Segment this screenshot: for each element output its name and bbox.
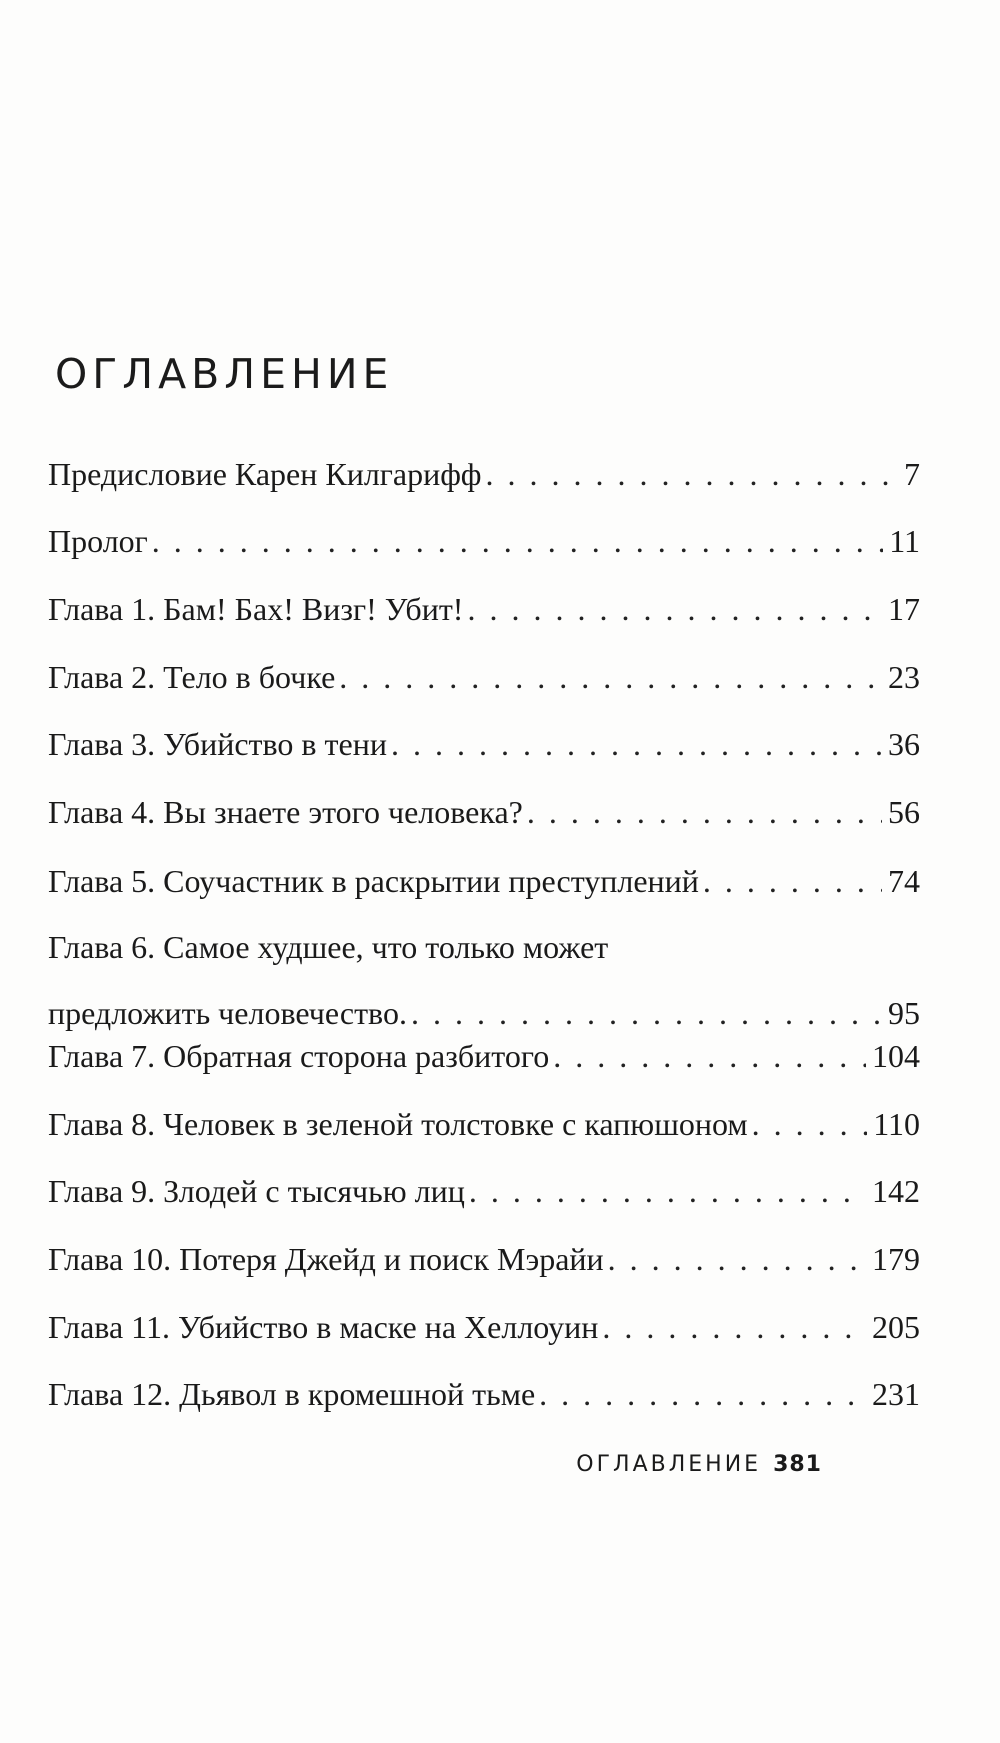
toc-entry-chapter-5: [48, 861, 920, 901]
toc-entry-title: предложить человечество.: [48, 995, 407, 1031]
toc-entry-prologue: [48, 521, 920, 561]
toc-entry-title: Глава 2. Тело в бочке: [48, 659, 336, 695]
toc-entry-title: Глава 3. Убийство в тени: [48, 726, 387, 762]
toc-entry-title: Глава 11. Убийство в маске на Хеллоуин: [48, 1309, 599, 1345]
toc-entry-page: 23: [888, 659, 920, 695]
dot-leader: [152, 521, 883, 561]
toc-entry-page: 36: [888, 726, 920, 762]
toc-entry-chapter-11: [48, 1307, 920, 1347]
dot-leader: [411, 993, 882, 1033]
dot-leader: [553, 1036, 866, 1076]
toc-entry-page: 95: [888, 995, 920, 1031]
toc-entry-title: Глава 4. Вы знаете этого человека?: [48, 794, 523, 830]
toc-entry-chapter-3: [48, 724, 920, 764]
toc-entry-page: 11: [889, 523, 920, 559]
toc-entry-chapter-9: [48, 1171, 920, 1211]
toc-entry-page: 104: [872, 1038, 920, 1074]
toc-entry-chapter-7: [48, 1036, 920, 1076]
toc-entry-page: 231: [872, 1376, 920, 1412]
toc-entry-page: 142: [872, 1173, 920, 1209]
footer-section-title: ОГЛАВЛЕНИЕ: [576, 1452, 762, 1477]
toc-entry-title: Предисловие Карен Килгарифф: [48, 456, 482, 492]
dot-leader: [703, 861, 882, 901]
toc-entry-title-line1: Глава 6. Самое худшее, что только может: [48, 929, 609, 965]
toc-entry-title: Глава 7. Обратная сторона разбитого: [48, 1038, 550, 1074]
toc-entry-foreword: [48, 454, 920, 494]
toc-entry-page: 74: [888, 863, 920, 899]
footer-page-number: 381: [773, 1452, 822, 1477]
toc-entry-title: Глава 12. Дьявол в кромешной тьме: [48, 1376, 536, 1412]
dot-leader: [608, 1239, 866, 1279]
dot-leader: [486, 454, 898, 494]
toc-entry-page: 179: [872, 1241, 920, 1277]
toc-entry-chapter-4: [48, 792, 920, 832]
dot-leader: [752, 1104, 868, 1144]
dot-leader: [391, 724, 882, 764]
toc-entry-chapter-12: [48, 1374, 920, 1414]
toc-entry-chapter-10: [48, 1239, 920, 1279]
toc-entry-page: 56: [888, 794, 920, 830]
dot-leader: [539, 1374, 866, 1414]
toc-entry-title: Глава 1. Бам! Бах! Визг! Убит!: [48, 591, 464, 627]
running-footer: [576, 1452, 822, 1477]
toc-entry-title: Глава 10. Потеря Джейд и поиск Мэрайи: [48, 1241, 604, 1277]
toc-entry-chapter-1: [48, 589, 920, 629]
toc-entry-title: Глава 5. Соучастник в раскрытии преступлений: [48, 863, 699, 899]
toc-entry-page: 7: [904, 456, 920, 492]
dot-leader: [467, 589, 882, 629]
toc-entry-chapter-8: [48, 1104, 920, 1144]
toc-entry-page: 110: [873, 1106, 920, 1142]
dot-leader: [527, 792, 882, 832]
toc-entry-title: Глава 8. Человек в зеленой толстовке с капюшоном: [48, 1106, 748, 1142]
dot-leader: [469, 1171, 866, 1211]
toc-entry-title: Пролог: [48, 523, 148, 559]
toc-entry-title: Глава 9. Злодей с тысячью лиц: [48, 1173, 465, 1209]
toc-entry-chapter-2: [48, 657, 920, 697]
dot-leader: [602, 1307, 866, 1347]
toc-entry-page: 205: [872, 1309, 920, 1345]
dot-leader: [339, 657, 882, 697]
toc-entry-page: 17: [888, 591, 920, 627]
toc-entry-chapter-6: [48, 927, 920, 1033]
page-title: ОГЛАВЛЕНИЕ: [55, 350, 394, 398]
